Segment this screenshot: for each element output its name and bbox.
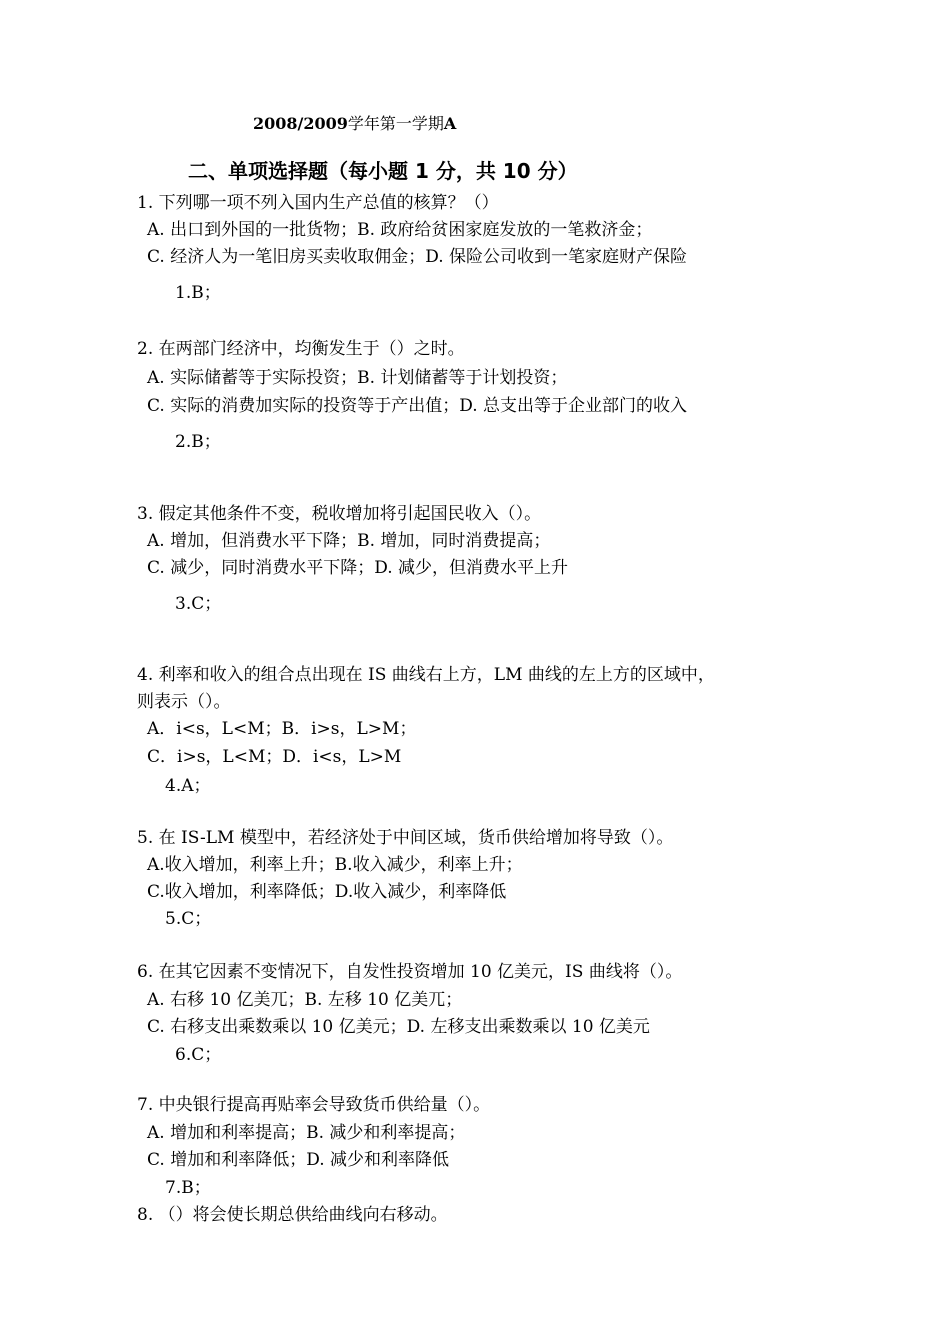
question-3-stem: 3. 假定其他条件不变，税收增加将引起国民收入（）。	[137, 504, 542, 524]
question-4-stem-continued: 则表示（）。	[137, 692, 231, 712]
section-title: 二、单项选择题（每小题 1 分，共 10 分）	[188, 159, 578, 183]
question-4-answer: 4.A；	[165, 776, 211, 796]
question-6-option-line-2: C. 右移支出乘数乘以 10 亿美元；D. 左移支出乘数乘以 10 亿美元	[147, 1017, 650, 1037]
question-1-answer: 1.B；	[175, 283, 221, 303]
header-paper: A	[443, 114, 457, 133]
question-5-answer: 5.C；	[165, 909, 212, 929]
question-1-option-line-2: C. 经济人为一笔旧房买卖收取佣金；D. 保险公司收到一笔家庭财产保险	[147, 247, 688, 267]
header-year: 2008/2009	[253, 114, 348, 133]
question-2-stem: 2. 在两部门经济中，均衡发生于（）之时。	[137, 339, 465, 359]
question-1-option-line-1: A. 出口到外国的一批货物；B. 政府给贫困家庭发放的一笔救济金；	[147, 220, 653, 240]
question-6-answer: 6.C；	[175, 1045, 222, 1065]
question-5-option-line-1: A.收入增加，利率上升；B.收入减少，利率上升；	[147, 855, 523, 875]
question-7-answer: 7.B；	[165, 1178, 211, 1198]
question-4-stem: 4. 利率和收入的组合点出现在 IS 曲线右上方，LM 曲线的左上方的区域中，	[137, 665, 715, 685]
question-7-option-line-2: C. 增加和利率降低；D. 减少和利率降低	[147, 1150, 450, 1170]
question-3-option-line-2: C. 减少，同时消费水平下降；D. 减少，但消费水平上升	[147, 558, 569, 578]
question-8-stem: 8. （）将会使长期总供给曲线向右移动。	[137, 1205, 448, 1225]
question-4-option-line-2: C．i>s，L<M；D．i<s，L>M	[147, 747, 402, 767]
question-5-stem-text: 5. 在 IS-LM 模型中，若经济处于中间区域，货币供给增加将导致（）。	[137, 828, 674, 848]
header-term: 学年第一学期	[347, 114, 444, 133]
question-3-option-line-1: A. 增加，但消费水平下降；B. 增加，同时消费提高；	[147, 531, 551, 551]
question-5-stem	[137, 830, 673, 847]
question-3-answer: 3.C；	[175, 594, 222, 614]
question-6-stem: 6. 在其它因素不变情况下，自发性投资增加 10 亿美元，IS 曲线将（）。	[137, 962, 683, 982]
question-2-option-line-2: C. 实际的消费加实际的投资等于产出值；D. 总支出等于企业部门的收入	[147, 396, 688, 416]
question-2-option-line-1: A. 实际储蓄等于实际投资；B. 计划储蓄等于计划投资；	[147, 368, 568, 388]
question-4-option-line-1: A．i<s，L<M；B．i>s，L>M；	[147, 719, 417, 739]
question-2-answer: 2.B；	[175, 432, 221, 452]
question-1-stem: 1. 下列哪一项不列入国内生产总值的核算？（）	[137, 193, 499, 213]
question-7-option-line-1: A. 增加和利率提高；B. 减少和利率提高；	[147, 1123, 466, 1143]
question-5-option-line-2: C.收入增加，利率降低；D.收入减少，利率降低	[147, 882, 507, 902]
exam-header	[253, 116, 456, 132]
question-6-option-line-1: A. 右移 10 亿美兀；B. 左移 10 亿美兀；	[147, 990, 463, 1010]
question-7-stem: 7. 中央银行提高再贴率会导致货币供给量（）。	[137, 1095, 491, 1115]
